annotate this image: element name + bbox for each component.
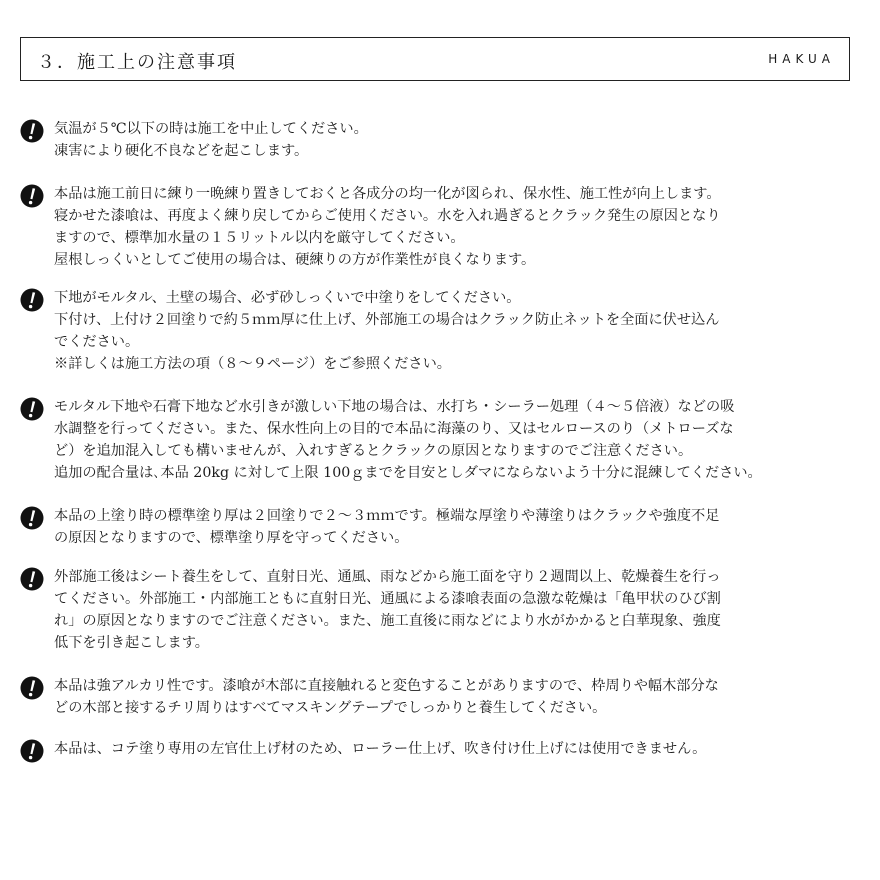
notice-text-line: 本品は、コテ塗り専用の左官仕上げ材のため、ローラー仕上げ、吹き付け仕上げには使用できません。: [54, 741, 707, 757]
notice-text-line: 外部施工後はシート養生をして、直射日光、通風、雨などから施工面を守り２週間以上、乾燥養生を行っ: [54, 569, 721, 585]
notice-item: [20, 738, 860, 764]
notice-text-line: 本品の上塗り時の標準塗り厚は２回塗りで２～３ｍｍです。極端な厚塗りや薄塗りはクラックや強度不足: [54, 508, 720, 524]
notice-item: [20, 118, 860, 166]
notice-text-line: でください。: [54, 334, 140, 350]
exclamation-warning-icon: [20, 739, 44, 763]
exclamation-warning-icon: [20, 676, 44, 700]
notice-item: [20, 675, 860, 723]
notice-text-line: れ」の原因となりますのでご注意ください。また、施工直後に雨などにより水がかかると白華現象、強度: [54, 613, 721, 629]
notice-text-line: の原因となりますので、標準塗り厚を守ってください。: [54, 530, 409, 546]
notice-text-line: どの木部と接するチリ周りはすべてマスキングテープでしっかりと養生してください。: [54, 700, 607, 716]
notice-text-line: ど）を追加混入しても構いませんが、入れすぎるとクラックの原因となりますのでご注意ください。: [54, 443, 693, 459]
notice-text-line: 屋根しっくいとしてご使用の場合は、硬練りの方が作業性が良くなります。: [54, 252, 536, 268]
notice-text-line: ※詳しくは施工方法の項（８～９ページ）をご参照ください。: [54, 356, 451, 372]
section-title: ３．施工上の注意事項: [37, 52, 237, 73]
exclamation-warning-icon: [20, 567, 44, 591]
notice-text-line: てください。外部施工・内部施工ともに直射日光、通風による漆喰表面の急激な乾燥は「亀甲状のひび割: [54, 591, 721, 607]
notice-text-line: 追加の配合量は､本品 20kg に対して上限 100ｇまでを目安としダマにならないよう十分に混練してください。: [54, 465, 762, 481]
notice-text-line: 本品は施工前日に練り一晩練り置きしておくと各成分の均一化が図られ、保水性、施工性が向上します。: [54, 186, 721, 202]
notice-item: [20, 183, 860, 275]
notice-item: [20, 396, 860, 488]
exclamation-warning-icon: [20, 506, 44, 530]
notice-text-line: 凍害により硬化不良などを起こします。: [54, 143, 309, 159]
notice-item: [20, 505, 860, 553]
notice-text-line: モルタル下地や石膏下地など水引きが激しい下地の場合は、水打ち・シーラー処理（４～５倍液）などの吸: [54, 399, 735, 415]
notice-text-line: 本品は強アルカリ性です。漆喰が木部に直接触れると変色することがありますので、枠周りや幅木部分な: [54, 678, 719, 694]
notice-text-line: 下地がモルタル、土壁の場合、必ず砂しっくいで中塗りをしてください。: [54, 290, 521, 306]
notice-text-line: 低下を引き起こします。: [54, 635, 209, 651]
notice-text-line: 気温が５℃以下の時は施工を中止してください。: [54, 121, 368, 137]
brand-name: HAKUA: [768, 52, 835, 66]
notice-text-line: 下付け、上付け２回塗りで約５ｍｍ厚に仕上げ、外部施工の場合はクラック防止ネットを全面に伏せ込ん: [54, 312, 720, 328]
exclamation-warning-icon: [20, 397, 44, 421]
notice-text-line: 水調整を行ってください。また、保水性向上の目的で本品に海藻のり、又はセルロースのり（メトローズな: [54, 421, 734, 437]
notice-item: [20, 566, 860, 658]
section-header: [20, 37, 850, 81]
exclamation-warning-icon: [20, 288, 44, 312]
notice-item: [20, 287, 860, 379]
exclamation-warning-icon: [20, 119, 44, 143]
notice-text-line: ますので、標準加水量の１５リットル以内を厳守してください。: [54, 230, 465, 246]
notice-text-line: 寝かせた漆喰は、再度よく練り戻してからご使用ください。水を入れ過ぎるとクラック発生の原因となり: [54, 208, 721, 224]
exclamation-warning-icon: [20, 184, 44, 208]
